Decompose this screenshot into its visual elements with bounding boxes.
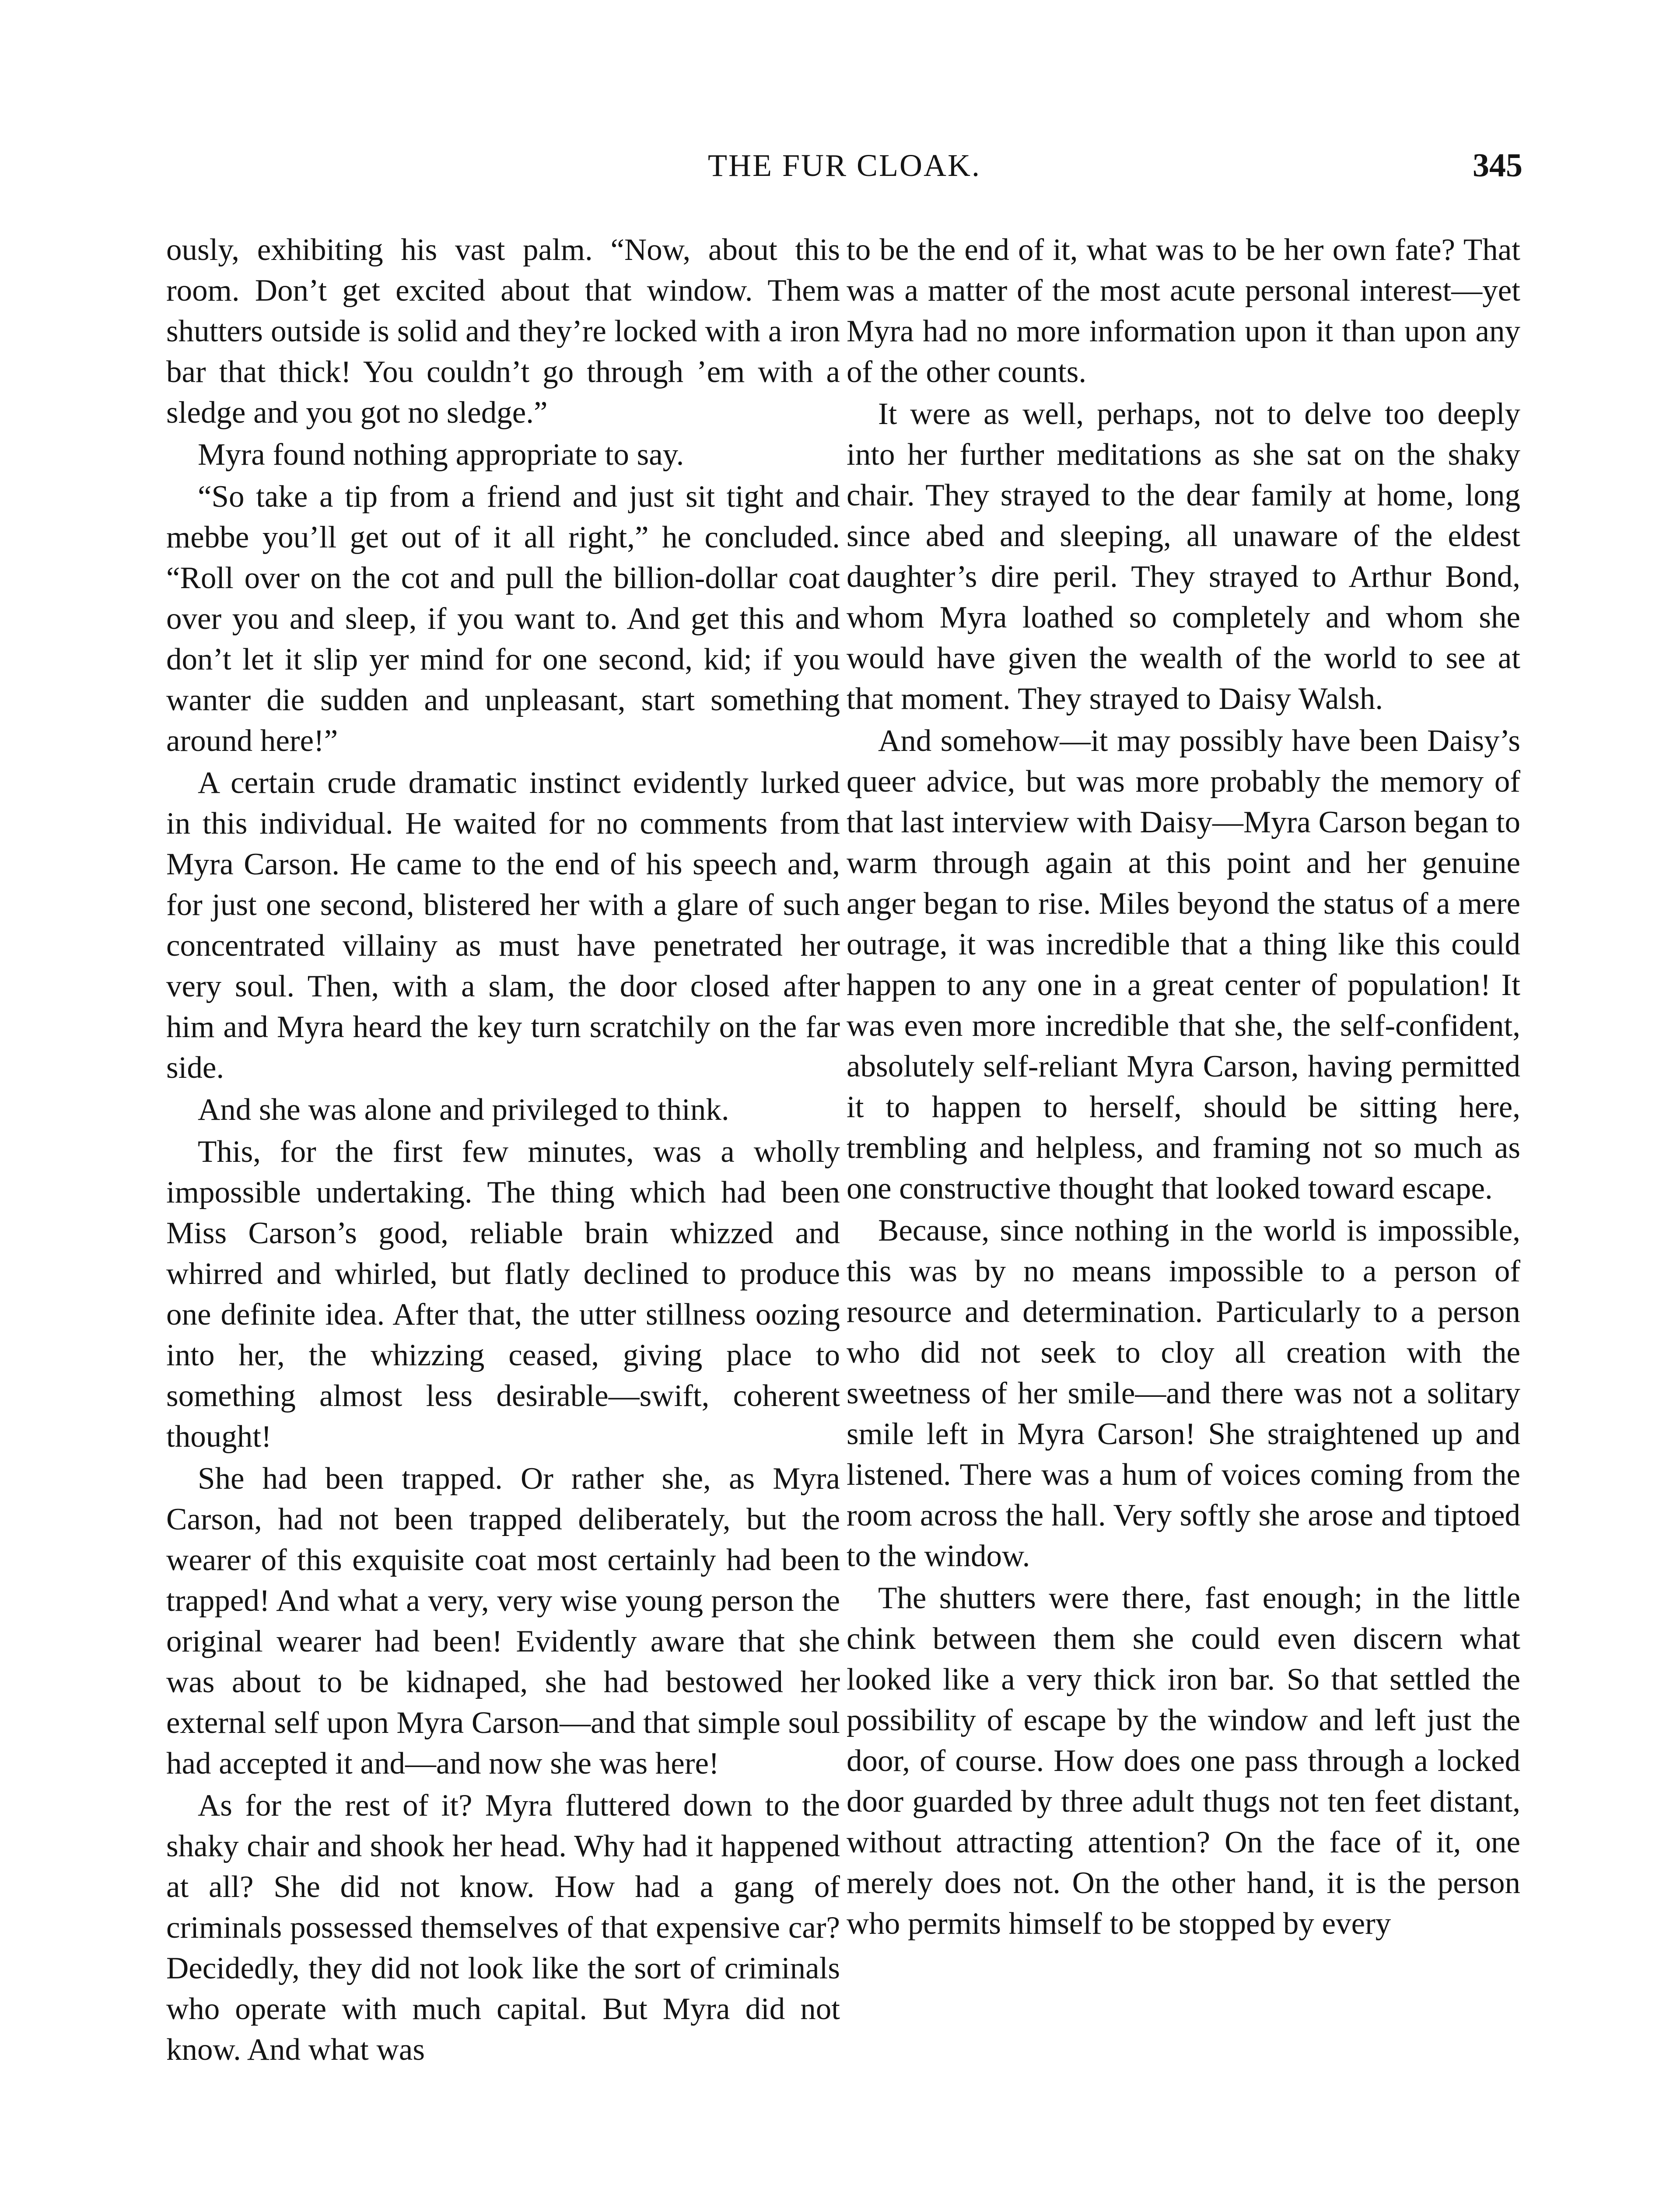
paragraph: The shutters were there, fast enough; in the little chink between them she could even discern what looked like a very thick iron bar. So that settled the possibility of escape by the window and left just the door, of course. How does one pass through a locked door guarded by three adult thugs not ten feet distant, without attracting attention? On the face of it, one merely does not. On the other hand, it is the person who permits himself to be stopped by every [847,1581,1520,1941]
paragraph: Because, since nothing in the world is impossible, this was by no means impossible to a person of resource and determination. Particularly to a person who did not seek to cloy all creation with the sweetness of her smile—and there was not a solitary smile left in Myra Carson! She straightened up and listened. There was a hum of voices coming from the room across the hall. Very softly she arose and tiptoed to the window. [847,1213,1520,1573]
paragraph: ously, exhibiting his vast palm. “Now, about this room. Don’t get excited about that window. Them shutters outside is solid and they’re locked with a iron bar that thick! You couldn’t go through ’em with a sledge and you got no sledge.” [166,233,840,430]
right-column [847,230,1520,1946]
paragraph: And somehow—it may possibly have been Daisy’s queer advice, but was more probably the memory of that last interview with Daisy—Myra Carson began to warm through again at this point and her genuine anger began to rise. Miles beyond the status of a mere outrage, it was incredible that a thing like this could happen to any one in a great center of population! It was even more incredible that she, the self-confident, absolutely self-reliant Myra Carson, having permitted it to happen to herself, should be sitting here, trembling and helpless, and framing not so much as one constructive thought that looked toward escape. [847,724,1520,1206]
page-number: 345 [1473,147,1522,184]
paragraph: It were as well, perhaps, not to delve too deeply into her further meditations as she sat on the shaky chair. They strayed to the dear family at home, long since abed and sleeping, all unaware of the eldest daughter’s dire peril. They strayed to Arthur Bond, whom Myra loathed so completely and whom she would have given the wealth of the world to see at that moment. They strayed to Daisy Walsh. [847,397,1520,716]
paragraph: “So take a tip from a friend and just sit tight and mebbe you’ll get out of it all right,” he concluded. “Roll over on the cot and pull the billion-dollar coat over you and sleep, if you want to. And get this and don’t let it slip yer mind for one second, kid; if you wanter die sudden and unpleasant, start something around here!” [166,480,840,758]
left-column [166,230,840,2072]
paragraph: She had been trapped. Or rather she, as Myra Carson, had not been trapped deliberately, but the wearer of this exquisite coat most certainly had been trapped! And what a very, very wise young person the original wearer had been! Evidently aware that she was about to be kidnaped, she had bestowed her external self upon Myra Carson—and that simple soul had accepted it and—and now she was here! [166,1462,840,1781]
paragraph: And she was alone and privileged to think. [198,1093,729,1127]
paragraph: to be the end of it, what was to be her own fate? That was a matter of the most acute personal interest—yet Myra had no more information upon it than upon any of the other counts. [847,233,1520,389]
paragraph: This, for the first few minutes, was a wholly impossible undertaking. The thing which had been Miss Carson’s good, reliable brain whizzed and whirred and whirled, but flatly declined to produce one definite idea. After that, the utter stillness oozing into her, the whizzing ceased, giving place to something almost less desirable—swift, coherent thought! [166,1135,840,1454]
page-header [166,139,1522,192]
paragraph: As for the rest of it? Myra fluttered down to the shaky chair and shook her head. Why had it happened at all? She did not know. How had a gang of criminals possessed themselves of that expensive car? Decidedly, they did not look like the sort of criminals who operate with much capital. But Myra did not know. And what was [166,1788,840,2067]
running-title: THE FUR CLOAK. [707,148,981,183]
paragraph: A certain crude dramatic instinct evidently lurked in this individual. He waited for no comments from Myra Carson. He came to the end of his speech and, for just one second, blistered her with a glare of such concentrated villainy as must have penetrated her very soul. Then, with a slam, the door closed after him and Myra heard the key turn scratchily on the far side. [166,766,840,1085]
paragraph: Myra found nothing appropriate to say. [198,438,684,472]
